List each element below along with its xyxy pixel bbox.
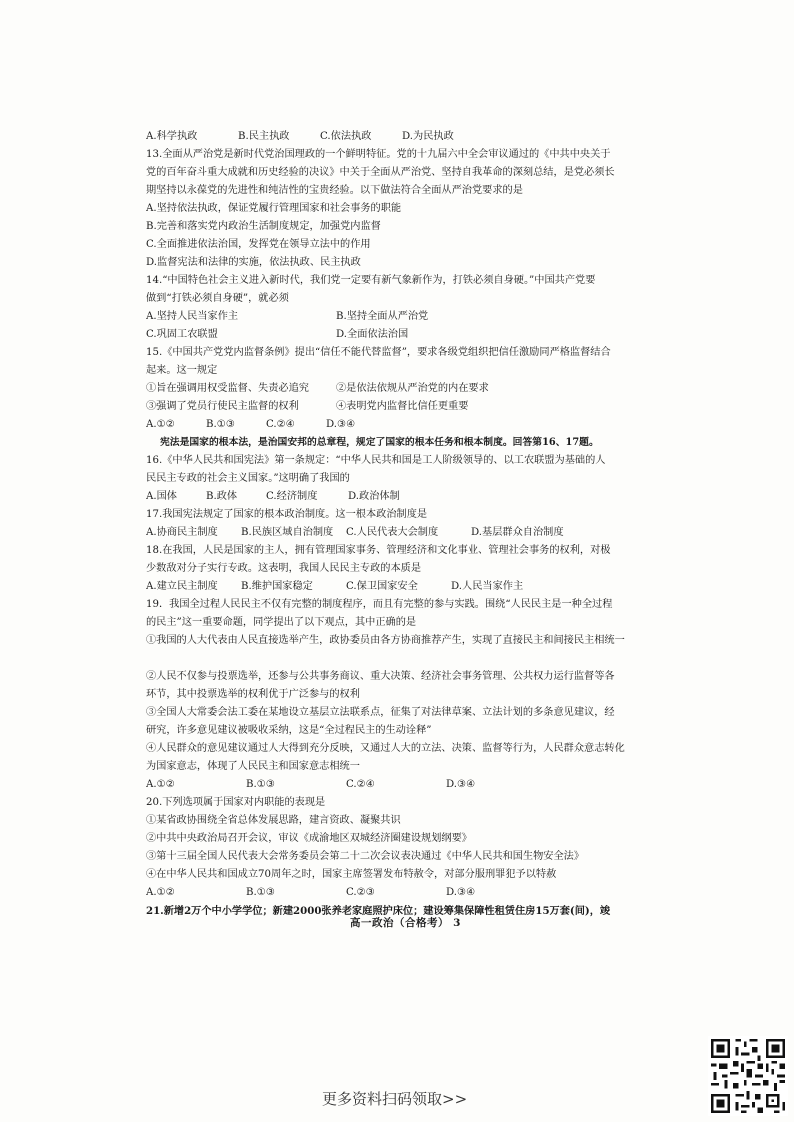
- option: D.基层群众自治制度: [471, 527, 564, 538]
- statement: ①某省政协围绕全省总体发展思路，建言资政、凝聚共识: [146, 815, 401, 826]
- q17-stem: 17.我国宪法规定了国家的根本政治制度。这一根本政治制度是: [146, 509, 428, 520]
- q21-stem: 21.新增2万个中小学学位；新建2000张养老家庭照护床位；建设筹集保障性租赁住房15万套(间)，竣: [146, 905, 611, 917]
- option: A.建立民主制度: [146, 581, 218, 592]
- q19-stem-line-2: 的民主”这一重要命题，同学提出了以下观点，其中正确的是: [146, 617, 417, 628]
- q19-stem-line-1: 19．我国全过程人民民主不仅有完整的制度程序，而且有完整的参与实践。围绕“人民民主是一种全过程: [146, 599, 613, 610]
- option: C.人民代表大会制度: [346, 527, 439, 538]
- option: C.②④: [346, 779, 375, 790]
- q13-stem-line-3: 期坚持以永葆党的先进性和纯洁性的宝贵经验。以下做法符合全面从严治党要求的是: [146, 185, 523, 196]
- statement: ③强调了党员行使民主监督的权利: [146, 401, 299, 412]
- option: C.依法执政: [320, 131, 372, 142]
- q12-options: [146, 128, 658, 146]
- option: D.监督宪法和法律的实施，依法执政、民主执政: [146, 257, 361, 268]
- statement-cont: 研究，许多意见建议被吸收采纳，这是“全过程民主的生动诠释”: [146, 725, 432, 736]
- statement: ④表明党内监督比信任更重要: [336, 401, 469, 412]
- option: C.保卫国家安全: [346, 581, 418, 592]
- q16-options: [146, 488, 658, 506]
- option: A.①②: [146, 779, 175, 790]
- q19-options: [146, 776, 658, 794]
- option: C.②④: [266, 419, 295, 430]
- q16-stem-line-2: 民民主专政的社会主义国家。”这明确了我国的: [146, 473, 350, 484]
- option: B.民族区域自治制度: [241, 527, 334, 538]
- q15-stem-line-1: 15.《中国共产党党内监督条例》提出“信任不能代替监督”，要求各级党组织把信任激励同严格监督结合: [146, 347, 611, 358]
- statement: ①我国的人大代表由人民直接选举产生，政协委员由各方协商推荐产生，实现了直接民主和间接民主相统一: [146, 635, 625, 646]
- option: D.③④: [446, 779, 476, 790]
- option: A.科学执政: [146, 131, 198, 142]
- option: B.①③: [246, 779, 275, 790]
- option: D.全面依法治国: [336, 329, 409, 340]
- question-text-block: [146, 128, 658, 920]
- option: A.①②: [146, 419, 175, 430]
- q17-options: [146, 524, 658, 542]
- option: D.政治体制: [348, 491, 400, 502]
- option: D.为民执政: [402, 131, 454, 142]
- q14-stem-line-2: 做到“打铁必须自身硬”，就必须: [146, 293, 289, 304]
- page-footer: 高一政治（合格考） 3: [350, 917, 461, 929]
- option: B.政体: [206, 491, 238, 502]
- section-note: 宪法是国家的根本法，是治国安邦的总章程，规定了国家的根本任务和根本制度。回答第16、17题。: [160, 437, 599, 448]
- q15-options: [146, 416, 658, 434]
- option: B.维护国家稳定: [241, 581, 313, 592]
- option: B.完善和落实党内政治生活制度规定，加强党内监督: [146, 221, 381, 232]
- q15-statements-row-2: [146, 398, 658, 416]
- q15-statements-row-1: [146, 380, 658, 398]
- q14-options-row-1: [146, 308, 658, 326]
- statement: ④人民群众的意见建议通过人大得到充分反映，又通过人大的立法、决策、监督等行为，人民群众意志转化: [146, 743, 625, 754]
- statement-cont: 环节，其中投票选举的权利优于广泛参与的权利: [146, 689, 360, 700]
- statement: ①旨在强调用权受监督、失责必追究: [146, 383, 309, 394]
- q20-options: [146, 884, 658, 902]
- option: A.坚持人民当家作主: [146, 311, 239, 322]
- option: A.坚持依法执政，保证党履行管理国家和社会事务的职能: [146, 203, 402, 214]
- option: C.②③: [346, 887, 375, 898]
- option: C.全面推进依法治国，发挥党在领导立法中的作用: [146, 239, 371, 250]
- statement-cont: [146, 650, 658, 668]
- q14-options-row-2: [146, 326, 658, 344]
- option: C.经济制度: [266, 491, 318, 502]
- statement-cont: 为国家意志，体现了人民民主和国家意志相统一: [146, 761, 360, 772]
- option: B.①③: [206, 419, 235, 430]
- option: A.协商民主制度: [146, 527, 218, 538]
- option: D.人民当家作主: [451, 581, 524, 592]
- option: B.民主执政: [238, 131, 290, 142]
- q15-stem-line-2: 起来。这一规定: [146, 365, 218, 376]
- statement: ③第十三届全国人民代表大会常务委员会第二十二次会议表决通过《中华人民共和国生物安全法》: [146, 851, 585, 862]
- option: D.③④: [446, 887, 476, 898]
- q18-stem-line-1: 18.在我国，人民是国家的主人，拥有管理国家事务、管理经济和文化事业、管理社会事务的权利，对极: [146, 545, 611, 556]
- q14-stem-line-1: 14.“中国特色社会主义进入新时代，我们党一定要有新气象新作为，打铁必须自身硬。”中国共产党要: [146, 275, 596, 286]
- statement: ③全国人大常委会法工委在某地设立基层立法联系点，征集了对法律草案、立法计划的多条意见建议，经: [146, 707, 615, 718]
- option: D.③④: [326, 419, 356, 430]
- statement: ②是依法依规从严治党的内在要求: [336, 383, 489, 394]
- statement: ②人民不仅参与投票选举，还参与公共事务商议、重大决策、经济社会事务管理、公共权力运行监督等各: [146, 671, 615, 682]
- option: C.巩固工农联盟: [146, 329, 218, 340]
- option: B.①③: [246, 887, 275, 898]
- q13-stem-line-1: 13.全面从严治党是新时代党治国理政的一个鲜明特征。党的十九届六中全会审议通过的《中共中央关于: [146, 149, 611, 160]
- option: A.国体: [146, 491, 177, 502]
- statement: ②中共中央政治局召开会议，审议《成渝地区双城经济圈建设规划纲要》: [146, 833, 472, 844]
- qr-code-icon[interactable]: [708, 1036, 788, 1116]
- q16-stem-line-1: 16.《中华人民共和国宪法》第一条规定：“中华人民共和国是工人阶级领导的、以工农联盟为基础的人: [146, 455, 606, 466]
- option: B.坚持全面从严治党: [336, 311, 429, 322]
- q13-stem-line-2: 党的百年奋斗重大成就和历史经验的决议》中关于全面从严治党、坚持自我革命的深刻总结，是党必须长: [146, 167, 615, 178]
- statement: ④在中华人民共和国成立70周年之时，国家主席签署发布特赦令，对部分服刑罪犯予以特赦: [146, 869, 557, 880]
- q20-stem: 20.下列选项属于国家对内职能的表现是: [146, 797, 326, 808]
- q18-options: [146, 578, 658, 596]
- q18-stem-line-2: 少数敌对分子实行专政。这表明，我国人民民主专政的本质是: [146, 563, 422, 574]
- promo-link[interactable]: 更多资料扫码领取>>: [322, 1090, 468, 1108]
- option: A.①②: [146, 887, 175, 898]
